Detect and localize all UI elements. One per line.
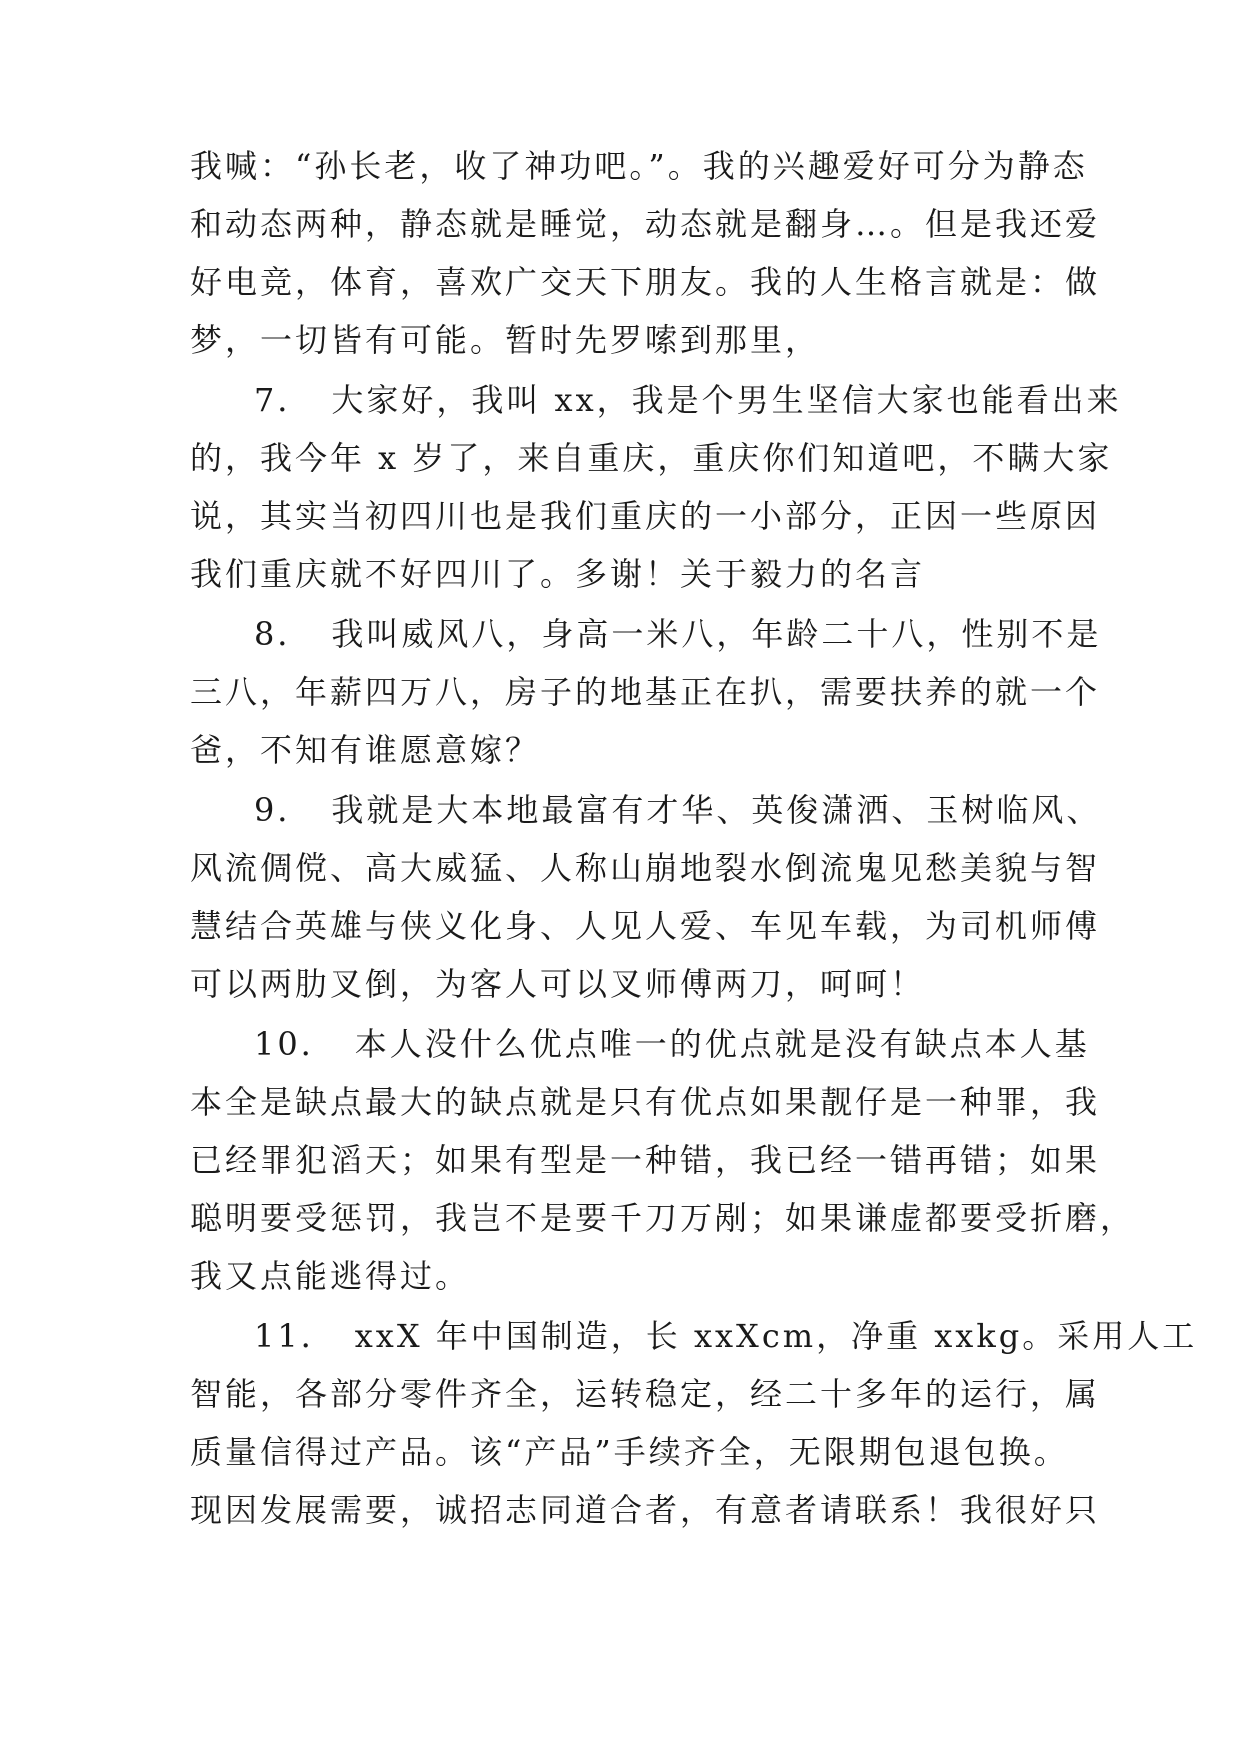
text-line: 的，我今年 x 岁了，来自重庆，重庆你们知道吧，不瞒大家 <box>190 439 1113 477</box>
paragraph-9-first-line: 9． 我就是大本地最富有才华、英俊潇洒、玉树临风、 <box>254 791 1102 829</box>
text-line: 已经罪犯滔天；如果有型是一种错，我已经一错再错；如果 <box>190 1141 1101 1179</box>
text-line: 三八，年薪四万八，房子的地基正在扒，需要扶养的就一个 <box>190 673 1101 711</box>
paragraph-11-first-line: 11． xxX 年中国制造，长 xxXcm，净重 xxkg。采用人工 <box>254 1317 1198 1355</box>
text-line: 聪明要受惩罚，我岂不是要千刀万剐；如果谦虚都要受折磨， <box>190 1199 1136 1237</box>
text-line: 爸，不知有谁愿意嫁？ <box>190 731 541 769</box>
text-line: 我又点能逃得过。 <box>190 1257 471 1295</box>
paragraph-7-first-line: 7． 大家好，我叫 xx，我是个男生坚信大家也能看出来 <box>254 381 1122 419</box>
text-line: 可以两肋叉倒，为客人可以叉师傅两刀，呵呵！ <box>190 965 926 1003</box>
text-line: 质量信得过产品。该“产品”手续齐全，无限期包退包换。 <box>190 1433 1069 1471</box>
text-line: 风流倜傥、高大威猛、人称山崩地裂水倒流鬼见愁美貌与智 <box>190 849 1101 887</box>
text-line: 本全是缺点最大的缺点就是只有优点如果靓仔是一种罪，我 <box>190 1083 1101 1121</box>
paragraph-10-first-line: 10． 本人没什么优点唯一的优点就是没有缺点本人基 <box>254 1025 1090 1063</box>
text-line: 梦，一切皆有可能。暂时先罗嗦到那里， <box>190 321 821 359</box>
text-line: 说，其实当初四川也是我们重庆的一小部分，正因一些原因 <box>190 497 1101 535</box>
paragraph-8-first-line: 8． 我叫威风八，身高一米八，年龄二十八，性别不是 <box>254 615 1102 653</box>
text-line: 慧结合英雄与侠义化身、人见人爱、车见车载，为司机师傅 <box>190 907 1101 945</box>
text-line: 现因发展需要，诚招志同道合者，有意者请联系！我很好只 <box>190 1491 1101 1529</box>
text-line: 我们重庆就不好四川了。多谢！关于毅力的名言 <box>190 555 926 593</box>
text-line: 我喊：“孙长老，收了神功吧。”。我的兴趣爱好可分为静态 <box>190 147 1088 185</box>
text-line: 和动态两种，静态就是睡觉，动态就是翻身…。但是我还爱 <box>190 205 1101 243</box>
text-line: 好电竞，体育，喜欢广交天下朋友。我的人生格言就是：做 <box>190 263 1101 301</box>
text-line: 智能，各部分零件齐全，运转稳定，经二十多年的运行，属 <box>190 1375 1101 1413</box>
